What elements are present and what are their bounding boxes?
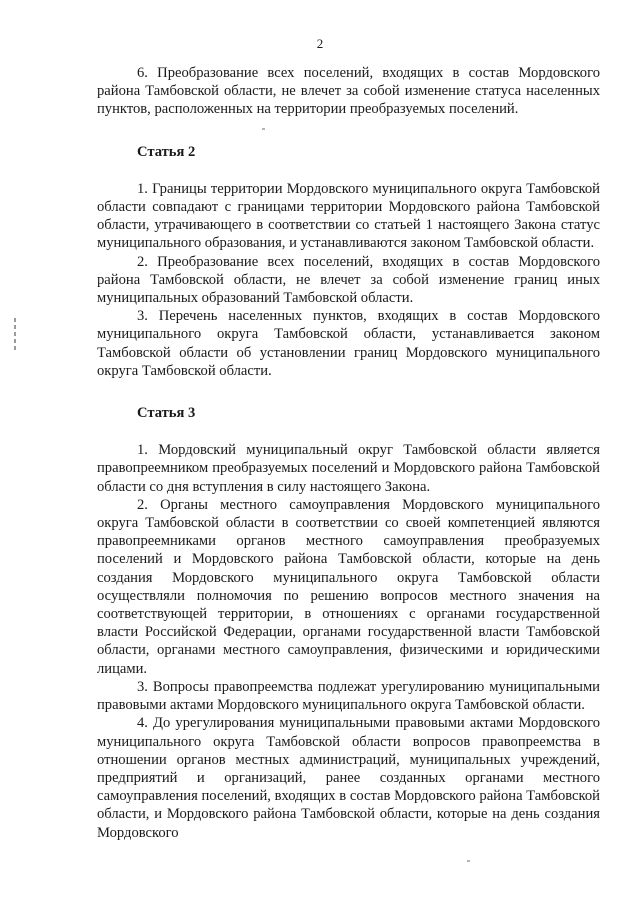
page-number: 2 — [316, 36, 324, 51]
document-body — [97, 64, 600, 842]
paragraph-art1-item6: 6. Преобразование всех поселений, входящих в состав Мордовского района Тамбовской области, не влечет за собой изменение статуса населенных пунктов, расположенных на территории преобразуемых поселений. — [97, 65, 600, 118]
paragraph-art3-item1: 1. Мордовский муниципальный округ Тамбовской области является правопреемником преобразуемых поселений и Мордовского района Тамбовской области со дня вступления в силу настоящего Закона. — [97, 442, 600, 495]
paragraph-art2-item2: 2. Преобразование всех поселений, входящих в состав Мордовского района Тамбовской области, не влечет за собой изменение границ иных муниципальных образований Тамбовской области. — [97, 253, 600, 307]
paragraph-art2-item3: 3. Перечень населенных пунктов, входящих в состав Мордовского муниципального округа Тамбовской области, устанавливается законом Тамбовской области об установлении границ Мордовского муниципального округа Тамбовской области. — [97, 308, 600, 379]
article-3-heading: Статья 3 — [137, 405, 196, 422]
paragraph-art3-item3: 3. Вопросы правопреемства подлежат урегулированию муниципальными правовыми актами Мордовского муниципального округа Тамбовской области. — [97, 678, 600, 714]
paragraph-art3-item4: 4. До урегулирования муниципальными правовыми актами Мордовского муниципального округа Тамбовской области вопросов правопреемства в отношении органов местных администраций, муниципальных учреждений, предприятий и организаций, ранее созданных органами местного самоуправления поселений, входящих в состав Мордовского района Тамбовской области, и Мордовского района Тамбовской области, которые на день создания Мордовского — [97, 715, 600, 841]
scan-dot — [467, 860, 470, 862]
margin-scan-marks — [14, 318, 17, 353]
article-2-heading: Статья 2 — [137, 143, 196, 160]
paragraph-art3-item2: 2. Органы местного самоуправления Мордовского муниципального округа Тамбовской области в соответствии со своей компетенцией являются правопреемниками органов местного самоуправления преобразуемых поселений и Мордовского района Тамбовской области, которые на день создания Мордовского муниципального округа Тамбовской области осуществляли полномочия по решению вопросов местного значения на соответствующей территории, в отношениях с органами государственной власти Российской Федерации, органами государственной власти Тамбовской области, органами местного самоуправления, физическими и юридическими лицами. — [97, 496, 600, 677]
paragraph-art2-item1: 1. Границы территории Мордовского муниципального округа Тамбовской области совпадают с границами территории Мордовского района Тамбовской области, утрачивающего в соответствии со статьей 1 настоящего Закона статус муниципального образования, и устанавливаются законом Тамбовской области. — [97, 180, 600, 252]
